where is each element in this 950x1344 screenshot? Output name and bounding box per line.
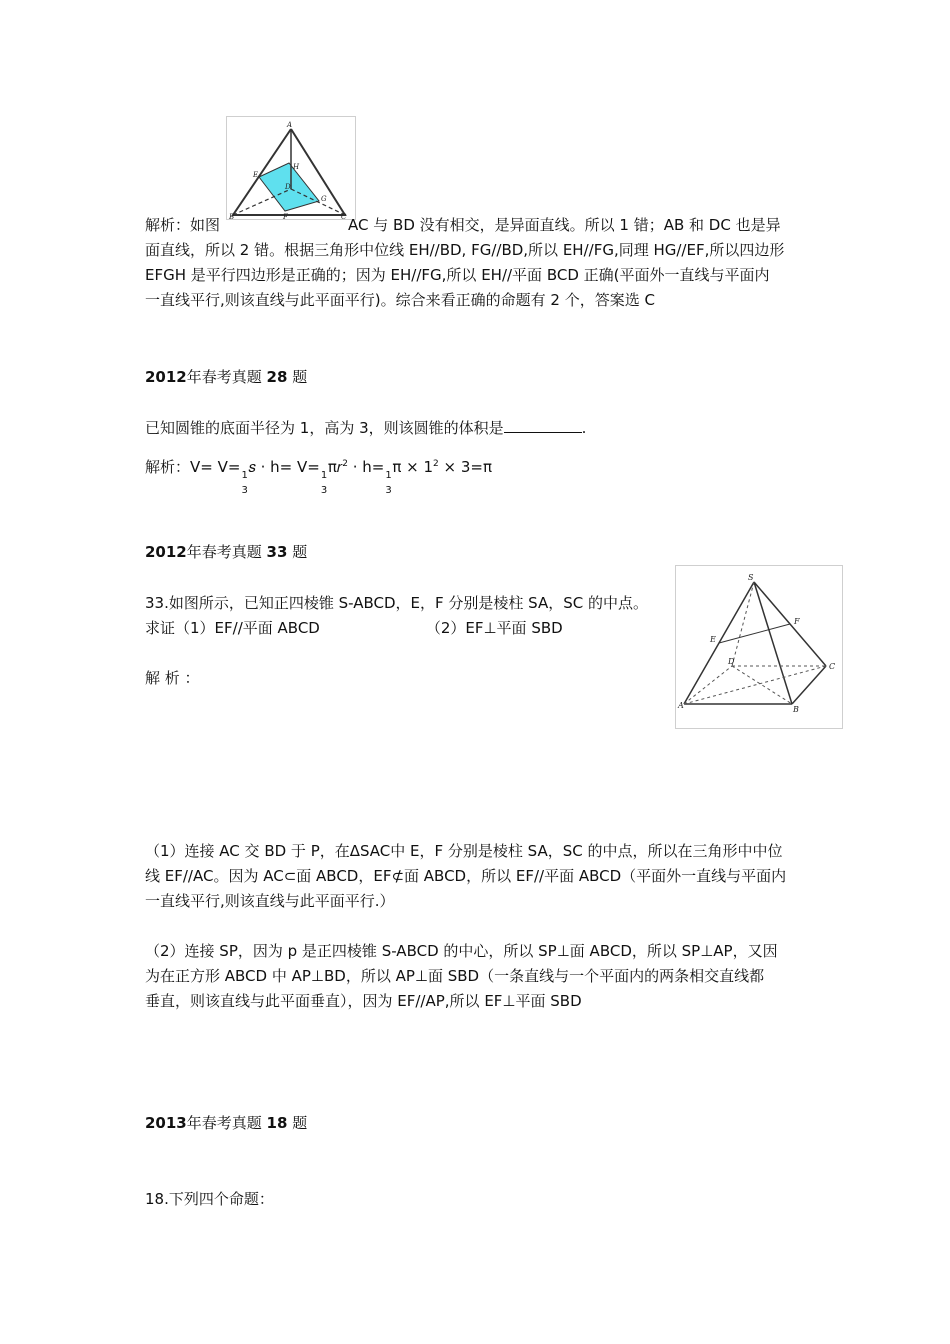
label-f: F: [794, 617, 800, 626]
q33-stem-line-1: 33.如图所示，已知正四棱锥 S-ABCD，E，F 分别是棱柱 SA，SC 的中点。: [145, 594, 649, 612]
analysis-1-line-3: EFGH 是平行四边形是正确的；因为 EH//FG,所以 EH//平面 BCD 正确(平面外一直线与平面内: [145, 266, 770, 284]
label-a: A: [678, 701, 684, 710]
heading-2013-q18: 2013年春考真题 18 题: [145, 1114, 308, 1132]
q33-part1-line-3: 一直线平行,则该直线与此平面平行.）: [145, 892, 395, 910]
q33-part1-line-1: （1）连接 AC 交 BD 于 P，在ΔSAC中 E，F 分别是棱柱 SA，SC 的中点，所以在三角形中中位: [145, 842, 783, 860]
analysis-1-suffix: AC 与 BD 没有相交，是异面直线。所以 1 错；AB 和 DC 也是异: [348, 216, 781, 234]
heading-2012-q28: 2012年春考真题 28 题: [145, 368, 308, 386]
q33-part2-line-3: 垂直，则该直线与此平面垂直），因为 EF//AP,所以 EF⊥平面 SBD: [145, 992, 582, 1010]
label-c: C: [341, 213, 347, 219]
analysis-1-prefix: 解析：如图: [145, 216, 221, 234]
q33-analysis-label: 解 析 ：: [145, 669, 200, 687]
label-b: B: [229, 213, 235, 219]
q18-stem: 18.下列四个命题：: [145, 1190, 274, 1208]
label-g: G: [321, 195, 327, 203]
label-c: C: [829, 662, 836, 671]
heading-2012-q33: 2012年春考真题 33 题: [145, 543, 308, 561]
tetrahedron-figure: [226, 116, 356, 220]
label-e: E: [710, 635, 716, 644]
answer-blank: [504, 418, 582, 433]
analysis-1-line-2: 面直线，所以 2 错。根据三角形中位线 EH//BD, FG//BD,所以 EH//FG,同理 HG//EF,所以四边形: [145, 241, 785, 259]
analysis-1-line-4: 一直线平行,则该直线与此平面平行)。综合来看正确的命题有 2 个，答案选 C: [145, 291, 655, 309]
label-s: S: [748, 573, 754, 582]
label-d: D: [285, 183, 291, 191]
q33-part1-line-2: 线 EF//AC。因为 AC⊂面 ABCD，EF⊄面 ABCD，所以 EF//平面 ABCD（平面外一直线与平面内: [145, 867, 787, 885]
q33-stem-line-2: 求证（1）EF//平面 ABCD （2）EF⊥平面 SBD: [145, 619, 563, 637]
label-h: H: [293, 163, 300, 171]
label-b: B: [793, 705, 799, 714]
label-a: A: [287, 121, 293, 129]
tetrahedron-diagram: [227, 117, 355, 219]
q28-question: 已知圆锥的底面半径为 1，高为 3，则该圆锥的体积是 .: [145, 419, 587, 437]
pyramid-diagram: [676, 566, 842, 728]
q33-part2-line-1: （2）连接 SP，因为 p 是正四棱锥 S-ABCD 的中心，所以 SP⊥面 ABCD，所以 SP⊥AP，又因: [145, 942, 778, 960]
label-d: D: [728, 657, 735, 666]
label-e: E: [253, 171, 259, 179]
q33-part2-line-2: 为在正方形 ABCD 中 AP⊥BD，所以 AP⊥面 SBD（一条直线与一个平面内的两条相交直线都: [145, 967, 765, 985]
analysis-1-first-line: [145, 213, 781, 238]
pyramid-figure: [675, 565, 843, 729]
label-f: F: [283, 213, 288, 219]
q28-solution: 解析：V= V= 1 3 𝑠 · h= V= 1 3 π𝑟$^2$ · h= 1 3 $\pi \times 1^2 \times 3=\pi$: [145, 458, 493, 496]
